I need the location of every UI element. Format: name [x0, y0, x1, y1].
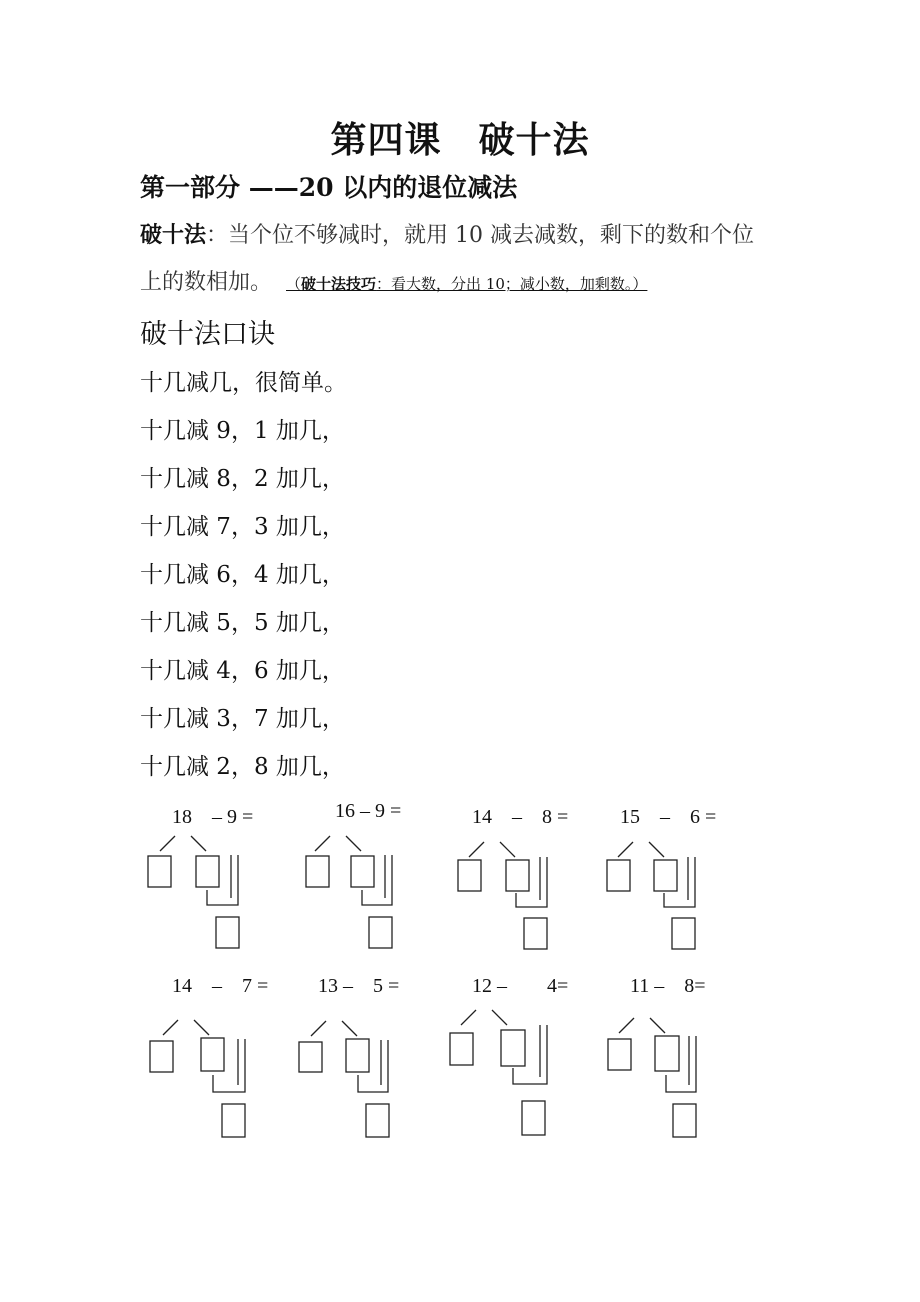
page-title: 第四课 破十法	[330, 119, 590, 161]
split-diagram	[150, 1020, 245, 1137]
exercise-equation: 14 – 7 =	[172, 975, 269, 997]
rhyme-line: 十几减几，很简单。	[140, 370, 347, 396]
answer-box[interactable]	[369, 917, 392, 948]
answer-box[interactable]	[501, 1030, 525, 1066]
answer-box[interactable]	[299, 1042, 322, 1072]
answer-box[interactable]	[222, 1104, 245, 1137]
answer-box[interactable]	[150, 1041, 173, 1072]
exercise-equation: 12 – 4=	[472, 975, 569, 997]
split-diagram	[607, 842, 695, 949]
exercise-equation: 11 – 8=	[630, 975, 706, 997]
definition-term: 破十法	[140, 222, 207, 248]
exercise-equation: 15 – 6 =	[620, 806, 717, 828]
answer-box[interactable]	[458, 860, 481, 891]
answer-box[interactable]	[608, 1039, 631, 1070]
rhyme-title: 破十法口诀	[140, 319, 275, 350]
rhyme-line: 十几减 6，4 加几，	[140, 562, 345, 588]
definition-text-1: 当个位不够减时，就用 10 减去减数，剩下的数和个位	[228, 223, 755, 248]
answer-box[interactable]	[524, 918, 547, 949]
definition-colon: ：	[206, 223, 229, 248]
answer-box[interactable]	[216, 917, 239, 948]
exercise-equation: 14 – 8 =	[472, 806, 569, 828]
rhyme-line: 十几减 4，6 加几，	[140, 658, 345, 684]
exercise-equation: 16 – 9 =	[335, 800, 402, 822]
split-diagram	[306, 836, 392, 948]
rhyme-line: 十几减 2，8 加几，	[140, 754, 345, 780]
section-subtitle: 第一部分 ——20 以内的退位减法	[140, 173, 518, 202]
answer-box[interactable]	[148, 856, 171, 887]
split-diagram	[450, 1010, 547, 1135]
split-diagram	[608, 1018, 696, 1137]
answer-box[interactable]	[351, 856, 374, 887]
rhyme-line: 十几减 7，3 加几，	[140, 514, 345, 540]
answer-box[interactable]	[522, 1101, 545, 1135]
split-diagram	[148, 836, 239, 948]
tip-open: （	[286, 275, 302, 293]
answer-box[interactable]	[201, 1038, 224, 1071]
exercise-equation: 18 – 9 =	[172, 806, 254, 828]
answer-box[interactable]	[672, 918, 695, 949]
rhyme-line: 十几减 9，1 加几，	[140, 418, 345, 444]
answer-box[interactable]	[506, 860, 529, 891]
answer-box[interactable]	[673, 1104, 696, 1137]
split-diagram	[458, 842, 547, 949]
tip-label: 破十法技巧	[301, 275, 377, 293]
answer-box[interactable]	[607, 860, 630, 891]
split-diagram	[299, 1021, 389, 1137]
rhyme-line: 十几减 8，2 加几，	[140, 466, 345, 492]
answer-box[interactable]	[450, 1033, 473, 1065]
answer-box[interactable]	[306, 856, 329, 887]
answer-box[interactable]	[196, 856, 219, 887]
answer-box[interactable]	[346, 1039, 369, 1072]
answer-box[interactable]	[655, 1036, 679, 1071]
answer-box[interactable]	[654, 860, 677, 891]
tip-text: ：看大数，分出 10；减小数，加剩数。）	[376, 275, 648, 293]
answer-box[interactable]	[366, 1104, 389, 1137]
exercise-equation: 13 – 5 =	[318, 975, 400, 997]
rhyme-line: 十几减 3，7 加几，	[140, 706, 345, 732]
rhyme-line: 十几减 5，5 加几，	[140, 610, 345, 636]
definition-text-2: 上的数相加。	[140, 270, 273, 295]
